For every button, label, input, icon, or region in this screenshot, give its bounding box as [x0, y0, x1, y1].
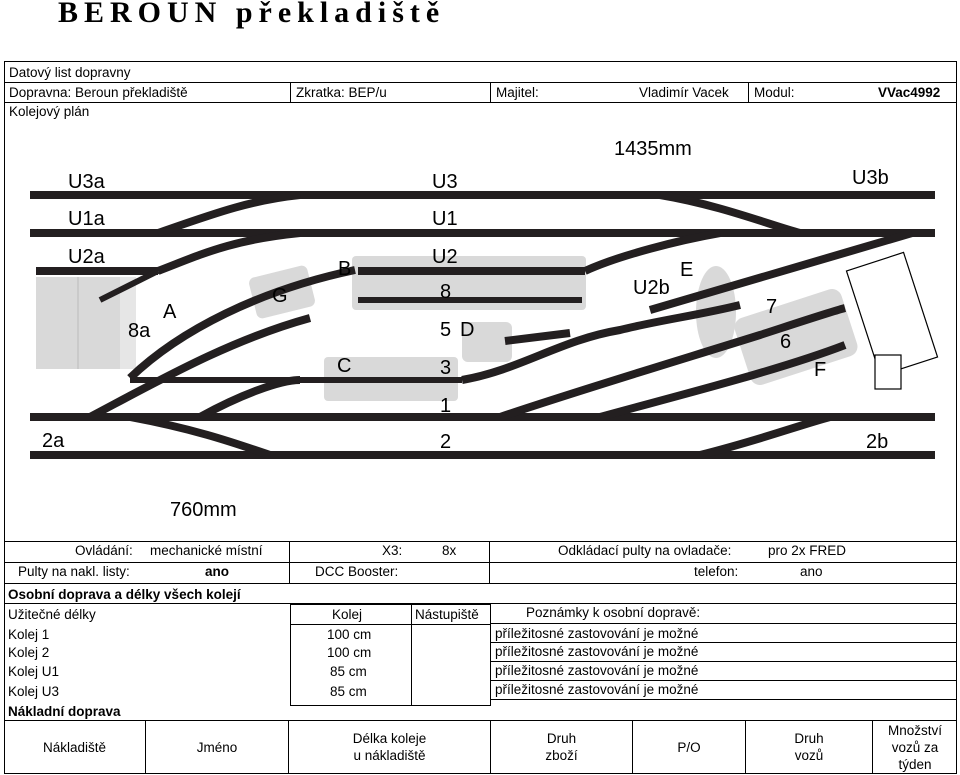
switch-u1-u3-left [158, 195, 300, 233]
module-label: Modul: [754, 85, 795, 100]
plan-label: Kolejový plán [9, 104, 90, 119]
label-u2: U2 [432, 246, 458, 268]
phone-label: telefon: [694, 564, 739, 579]
row-note: příležitosné zastovování je možné [495, 644, 699, 659]
col-track: Kolej [332, 607, 363, 622]
col-notes: Poznámky k osobní dopravě: [526, 605, 701, 620]
control-value: mechanické místní [150, 543, 263, 558]
dim-width: 1435mm [614, 138, 692, 160]
row-name: Kolej U3 [8, 684, 60, 699]
label-2b: 2b [866, 431, 889, 453]
col-useful-lengths: Užitečné délky [8, 607, 96, 622]
owner-label: Majitel: [496, 85, 539, 100]
freight-col-wagons-per-week: Množství vozů za týden [887, 722, 942, 772]
track-a-to-b [130, 270, 355, 378]
label-c: C [337, 355, 352, 377]
sheet-label: Datový list dopravny [9, 65, 131, 80]
module-value: VVac4992 [878, 85, 941, 100]
desks-label: Pulty na nakl. listy: [18, 564, 130, 579]
freight-col-loading-place: Nákladiště [42, 739, 107, 755]
label-u3b: U3b [852, 167, 889, 189]
label-8a: 8a [128, 320, 151, 342]
label-a: A [163, 301, 177, 323]
label-2a: 2a [42, 430, 65, 452]
label-u1a: U1a [68, 208, 105, 230]
label-b: B [338, 258, 352, 280]
switch-u2-u1-right [585, 233, 720, 271]
label-g: G [272, 285, 288, 307]
row-note: příležitosné zastovování je možné [495, 626, 699, 641]
label-7: 7 [766, 296, 778, 318]
switch-1-2-left [130, 417, 270, 455]
row-length: 100 cm [327, 627, 372, 642]
row-length: 85 cm [330, 664, 367, 679]
freight-col-goods-type: Druh zboží [545, 731, 578, 763]
row-name: Kolej 2 [8, 645, 50, 660]
turntable-pit [875, 355, 901, 389]
abbr-label: Zkratka: BEP/u [296, 85, 387, 100]
row-name: Kolej U1 [8, 664, 60, 679]
label-8: 8 [440, 281, 452, 303]
row-length: 100 cm [327, 645, 372, 660]
track-plan [0, 120, 960, 540]
switch-u2-u1-left [158, 233, 300, 271]
label-d: D [460, 319, 475, 341]
freight-col-wagon-type: Druh vozů [794, 731, 824, 763]
label-u3: U3 [432, 171, 458, 193]
row-length: 85 cm [330, 684, 367, 699]
label-f: F [814, 359, 827, 381]
freight-col-track-length: Délka koleje u nákladiště [352, 731, 427, 763]
holders-value: pro 2x FRED [768, 543, 847, 558]
label-u3a: U3a [68, 171, 105, 193]
row-note: příležitosné zastovování je možné [495, 682, 699, 697]
freight-col-po: P/O [677, 739, 701, 755]
control-label: Ovládání: [75, 543, 133, 558]
switch-2-1-right [700, 417, 830, 455]
label-u2a: U2a [68, 246, 105, 268]
label-u2b: U2b [633, 277, 670, 299]
page-title: BEROUN překladiště [58, 0, 446, 29]
booster-label: DCC Booster: [315, 564, 399, 579]
label-u1: U1 [432, 208, 458, 230]
freight-col-name: Jméno [196, 739, 238, 755]
freight-heading: Nákladní doprava [8, 704, 121, 719]
holders-label: Odkládací pulty na ovladače: [558, 543, 732, 558]
turntable [846, 252, 937, 389]
label-3: 3 [440, 357, 452, 379]
track-3-left [200, 380, 300, 417]
label-6: 6 [780, 331, 792, 353]
x3-label: X3: [382, 543, 403, 558]
owner-value: Vladimír Vacek [639, 85, 729, 100]
phone-value: ano [800, 564, 823, 579]
desks-value: ano [205, 564, 230, 579]
label-5: 5 [440, 319, 452, 341]
label-e: E [680, 259, 694, 281]
label-1: 1 [440, 395, 452, 417]
track-5 [505, 333, 570, 341]
switch-u3-u1-right [660, 195, 800, 233]
station-label: Dopravna: Beroun překladiště [9, 85, 188, 100]
row-note: příležitosné zastovování je možné [495, 663, 699, 678]
track-6 [600, 345, 845, 417]
dim-depth: 760mm [170, 499, 237, 521]
col-platform: Nástupiště [415, 607, 479, 622]
passenger-heading: Osobní doprava a délky všech kolejí [8, 587, 241, 602]
x3-value: 8x [442, 543, 457, 558]
row-name: Kolej 1 [8, 627, 50, 642]
label-2: 2 [440, 431, 452, 453]
